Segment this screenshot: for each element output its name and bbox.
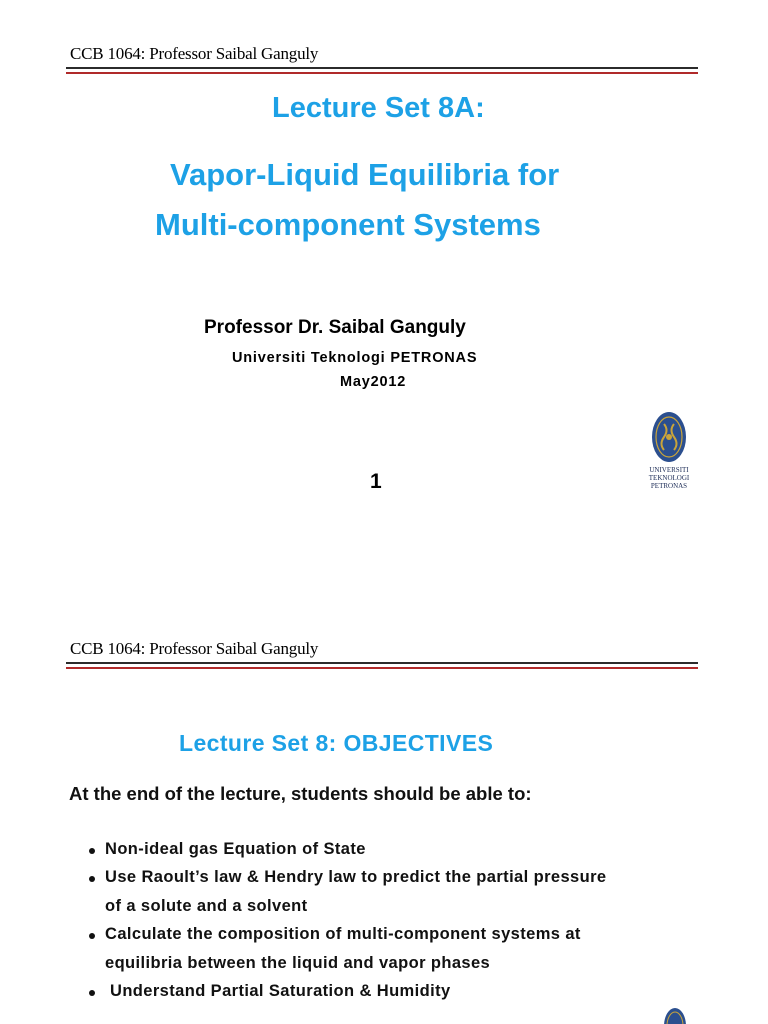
- logo-text-line1: UNIVERSITI: [649, 466, 689, 474]
- slide2-header: CCB 1064: Professor Saibal Ganguly: [70, 639, 319, 658]
- slide1-header-rule-red: [66, 72, 698, 74]
- slide1-title-line3: Multi-component Systems: [155, 207, 541, 242]
- slide2-header-rule-red: [66, 667, 698, 669]
- utp-emblem-icon: [660, 1006, 690, 1024]
- logo-text-line3: PETRONAS: [650, 482, 688, 490]
- institution-name: Universiti Teknologi PETRONAS: [232, 350, 478, 366]
- bullet-dot: [89, 876, 95, 882]
- presentation-date: May2012: [340, 374, 407, 390]
- slide1-header-rule-dark: [66, 67, 698, 69]
- bullet-2-line-2: of a solute and a solvent: [105, 897, 308, 915]
- slide2-title: Lecture Set 8: OBJECTIVES: [179, 730, 494, 756]
- slide1-title-line1: Lecture Set 8A:: [272, 92, 485, 124]
- bullet-2-line-1: Use Raoult’s law & Hendry law to predict the partial pressure: [105, 868, 607, 886]
- slide1-header: CCB 1064: Professor Saibal Ganguly: [70, 44, 319, 63]
- page-number: 1: [370, 470, 382, 493]
- bullet-dot: [89, 933, 95, 939]
- bullet-3-line-1: Calculate the composition of multi-component systems at: [105, 925, 581, 943]
- slide2-header-rule-dark: [66, 662, 698, 664]
- bullet-4-line-1: Understand Partial Saturation & Humidity: [110, 982, 451, 1000]
- objectives-intro: At the end of the lecture, students should be able to:: [69, 783, 532, 804]
- slide1-title-line2: Vapor-Liquid Equilibria for: [170, 157, 560, 192]
- utp-logo: [644, 410, 694, 492]
- bullet-dot: [89, 990, 95, 996]
- presenter-name: Professor Dr. Saibal Ganguly: [204, 317, 466, 338]
- logo-text-line2: TEKNOLOGI: [648, 474, 690, 482]
- utp-logo-partial: [660, 1006, 690, 1024]
- bullet-dot: [89, 848, 95, 854]
- bullet-1-line-1: Non-ideal gas Equation of State: [105, 840, 366, 858]
- utp-emblem-icon: [644, 410, 694, 466]
- bullet-3-line-2: equilibria between the liquid and vapor phases: [105, 954, 491, 972]
